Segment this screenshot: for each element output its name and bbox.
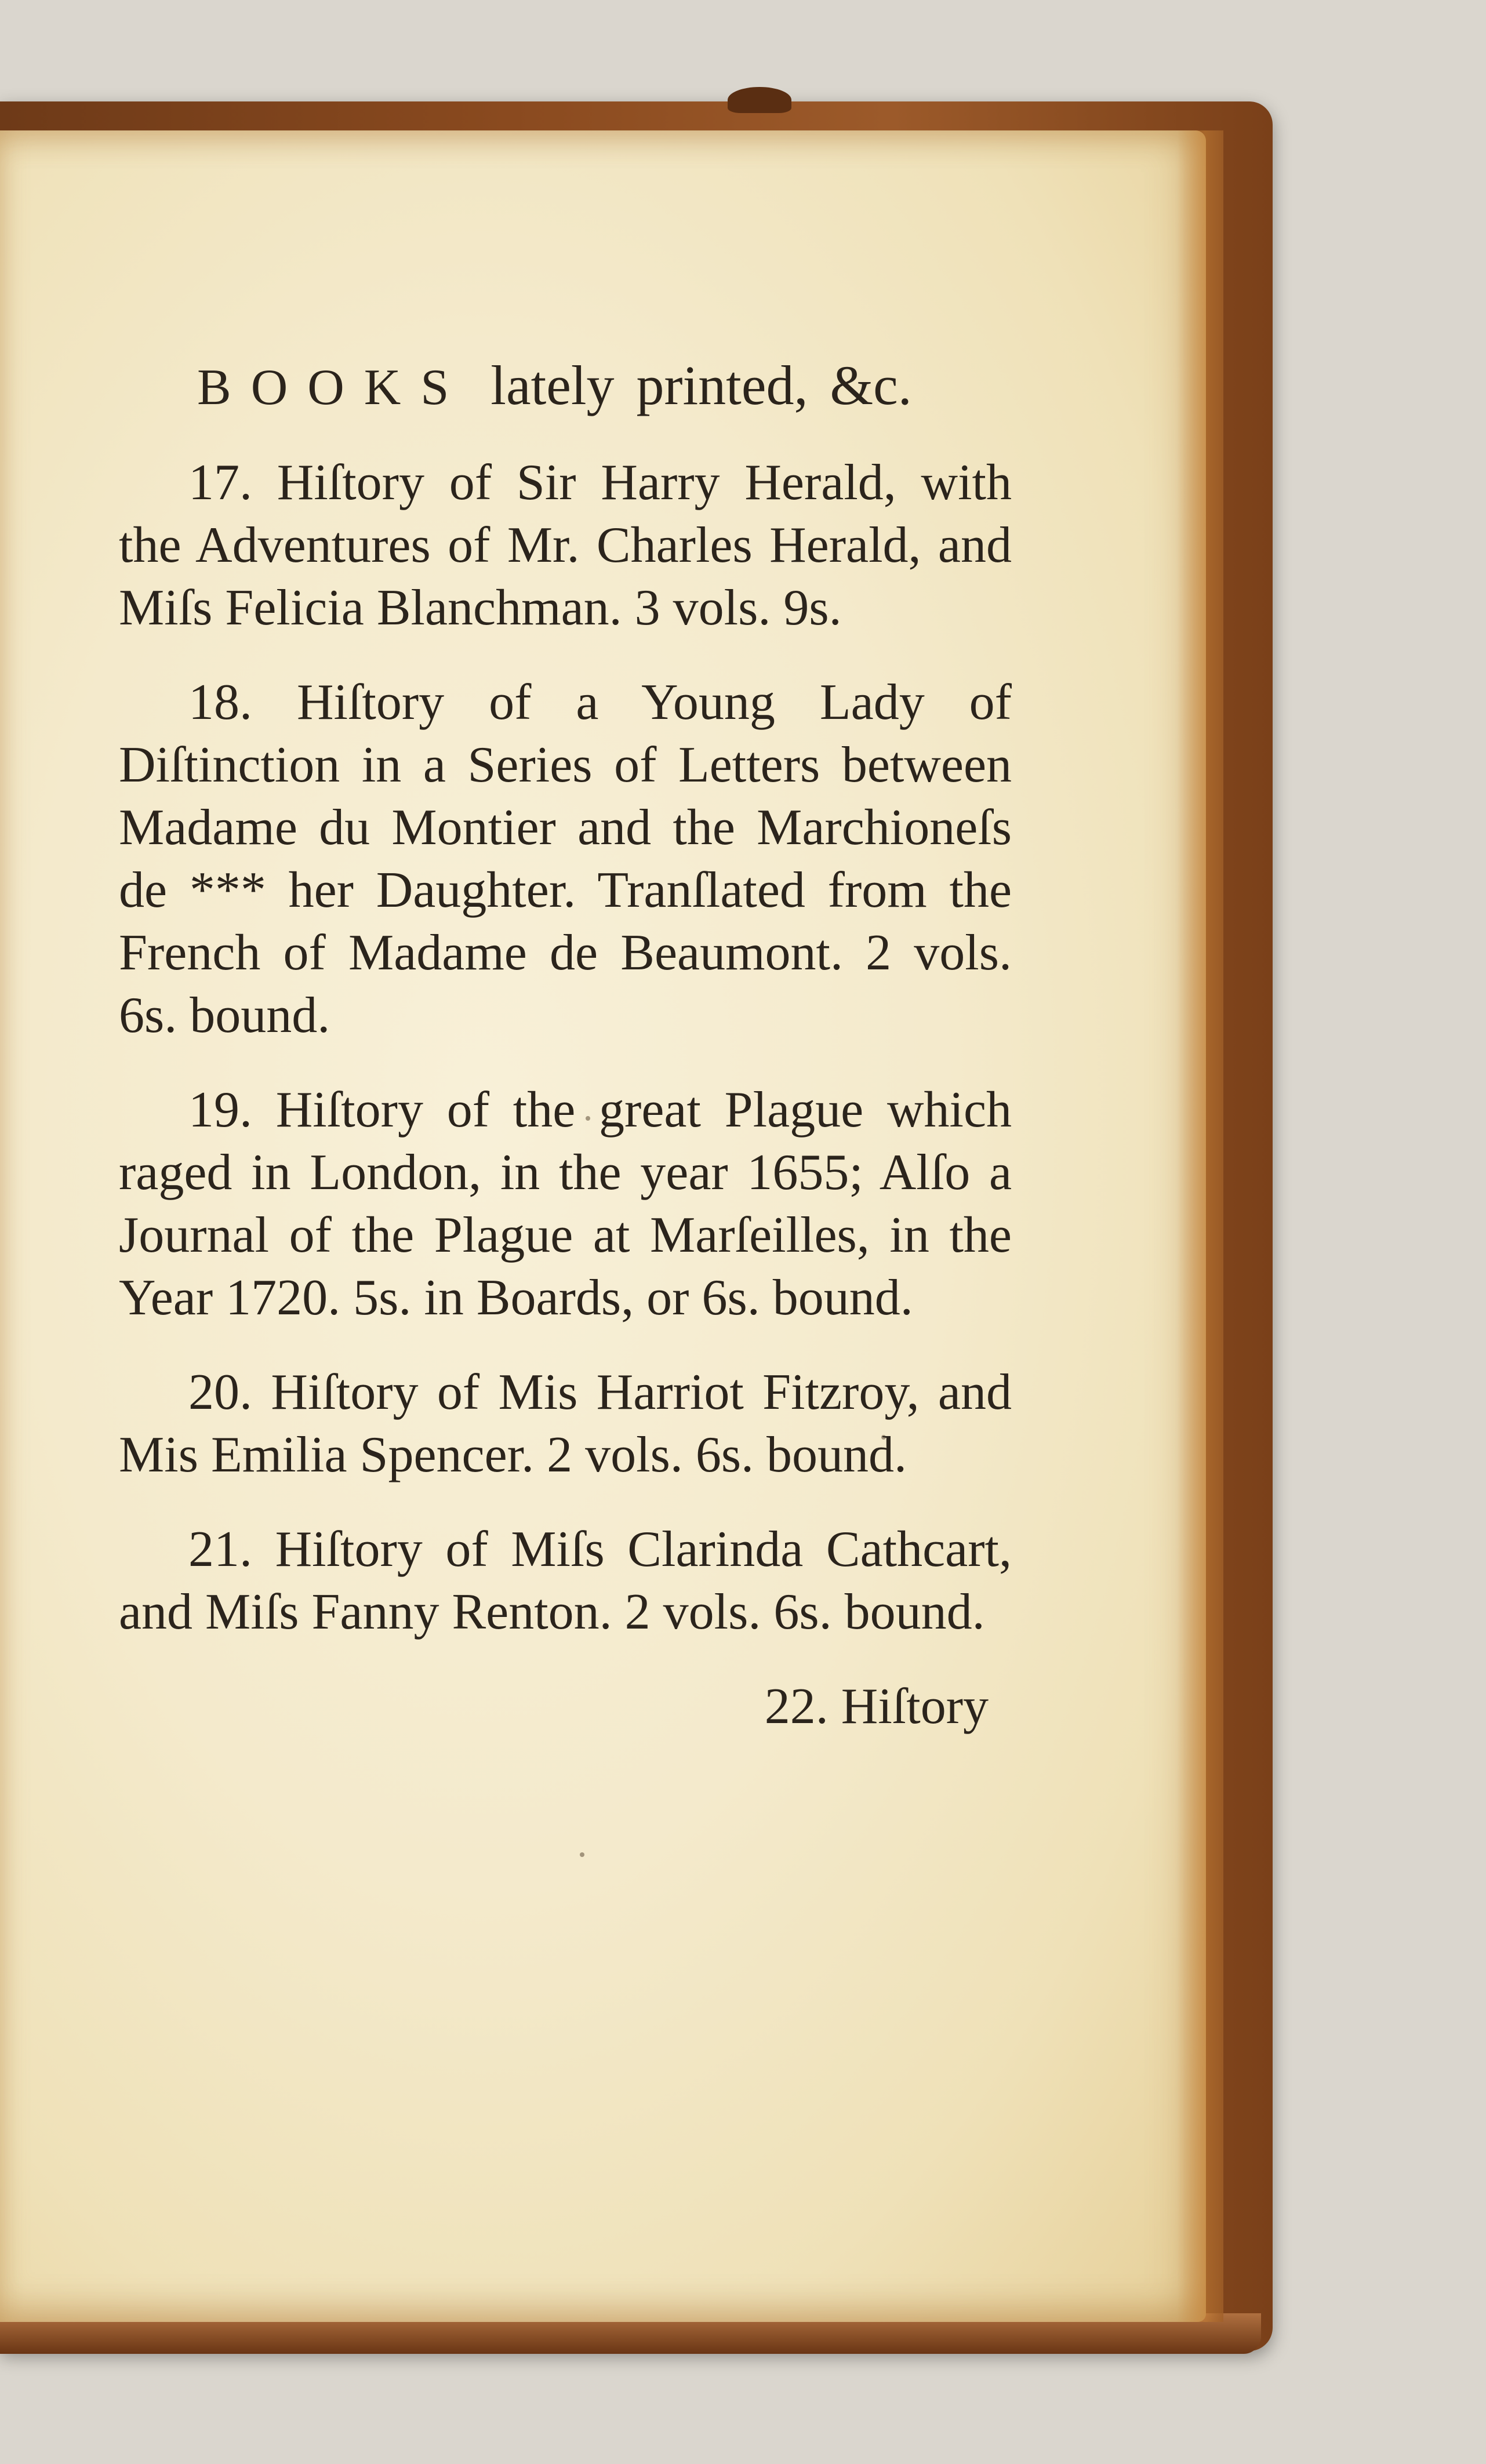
entry-text: 20. Hiſtory of Mis Harriot Fitzroy, and Mis Emilia Spencer. 2 vols. 6s. bound. <box>119 1364 1012 1483</box>
ink-speck <box>580 1852 584 1857</box>
entry-text: 21. Hiſtory of Miſs Clarinda Cathcart, and Miſs Fanny Renton. 2 vols. 6s. bound. <box>119 1521 1012 1640</box>
page-fore-edge-shading <box>1177 130 1223 2322</box>
book-entry <box>119 452 1012 639</box>
cover-headband <box>728 87 791 113</box>
entry-text: 19. Hiſtory of the great Plague which raged in London, in the year 1655; Alſo a Journal of the Plague at Marſeilles, in the Year 1720. 5s. in Boards, or 6s. bound. <box>119 1082 1012 1326</box>
catchword: 22. Hiſtory <box>764 1678 989 1735</box>
book-entry <box>119 1361 1012 1487</box>
book-entry <box>119 671 1012 1047</box>
book-entry <box>119 1079 1012 1329</box>
running-header <box>197 342 1012 431</box>
entry-text: 17. Hiſtory of Sir Harry Herald, with the Adventures of Mr. Charles Herald, and Miſs Felicia Blanchman. 3 vols. 9s. <box>119 455 1012 636</box>
header-rest: lately printed, &c. <box>491 354 912 416</box>
header-caps: BOOKS <box>197 359 469 416</box>
entry-text: 18. Hiſtory of a Young Lady of Diſtinction in a Series of Letters between Madame du Montier and the Marchioneſs de *** her Daughter. Tranſlated from the French of Madame de Beaumont. 2 vols. 6s. bound. <box>119 674 1012 1044</box>
book-entry <box>119 1518 1012 1644</box>
page-text <box>119 342 1012 1738</box>
